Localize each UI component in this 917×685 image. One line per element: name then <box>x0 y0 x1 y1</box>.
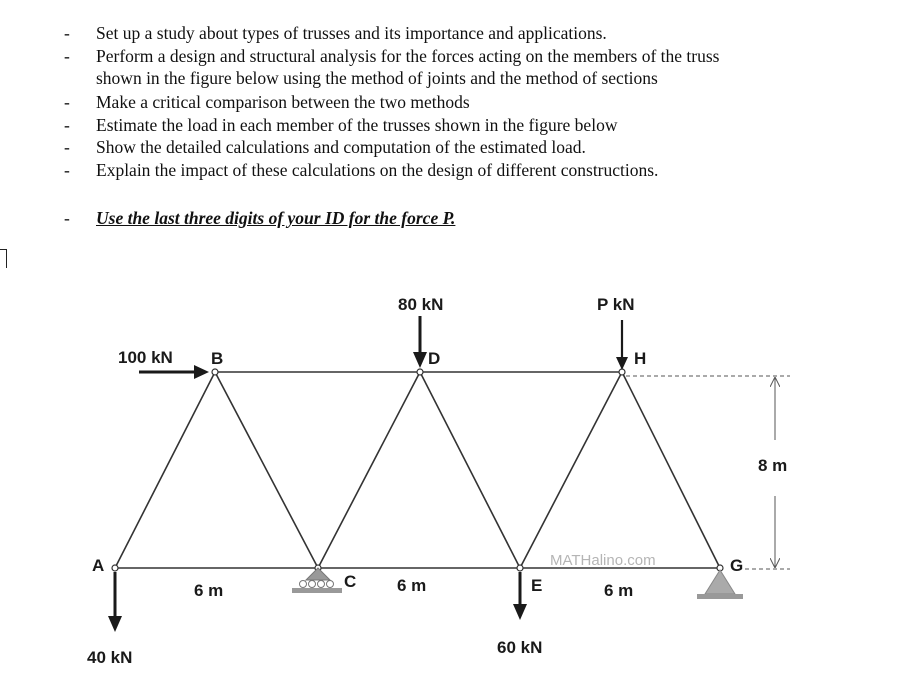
arrowhead-down <box>413 352 427 368</box>
bullet-dash: - <box>64 115 70 135</box>
arrowhead-down <box>513 604 527 620</box>
span-label-ac: 6 m <box>194 581 224 600</box>
joint-b <box>212 369 218 375</box>
joint-label-a: A <box>92 556 105 575</box>
member-eh <box>520 372 622 568</box>
bullet-dash: - <box>64 208 70 228</box>
load-label-60kn: 60 kN <box>497 638 543 657</box>
joint-d <box>417 369 423 375</box>
member-cd <box>318 372 420 568</box>
arrowhead-right <box>194 365 209 379</box>
truss-members <box>115 372 720 568</box>
joint-label-e: E <box>531 576 543 595</box>
member-ab <box>115 372 215 568</box>
load-arrows <box>108 316 628 632</box>
task-text: Explain the impact of these calculations on the design of different constructions. <box>96 160 659 180</box>
task-text: Perform a design and structural analysis for the forces acting on the members of the truss <box>96 46 720 66</box>
joint-label-b: B <box>211 349 224 368</box>
bullet-dash: - <box>64 92 70 112</box>
watermark: MATHalino.com <box>550 552 656 569</box>
joint-label-h: H <box>634 349 647 368</box>
force-p-note: Use the last three digits of your ID for the force P. <box>96 208 456 228</box>
joint-label-c: C <box>344 572 357 591</box>
roller-support-c <box>292 568 342 593</box>
joint-e <box>517 565 523 571</box>
span-label-eg: 6 m <box>604 581 634 600</box>
task-text: shown in the figure below using the method of joints and the method of sections <box>96 68 658 88</box>
task-text: Set up a study about types of trusses and its importance and applications. <box>96 23 607 43</box>
member-de <box>420 372 520 568</box>
bullet-dash: - <box>64 46 70 66</box>
joint-label-d: D <box>428 349 441 368</box>
span-label-ce: 6 m <box>397 576 427 595</box>
bullet-dash: - <box>64 23 70 43</box>
task-text: Show the detailed calculations and computation of the estimated load. <box>96 137 586 157</box>
load-label-40kn: 40 kN <box>87 648 133 667</box>
arrowhead-down <box>108 616 122 632</box>
load-label-p: P kN <box>597 295 635 314</box>
load-label-80kn: 80 kN <box>398 295 444 314</box>
bullet-dash: - <box>64 160 70 180</box>
member-hg <box>622 372 720 568</box>
joint-a <box>112 565 118 571</box>
truss-joints <box>112 369 723 571</box>
arrowhead-down <box>616 357 628 370</box>
load-label-100kn: 100 kN <box>118 348 173 367</box>
bullet-dash: - <box>64 137 70 157</box>
joint-label-g: G <box>730 556 744 575</box>
task-text: Estimate the load in each member of the trusses shown in the figure below <box>96 115 618 135</box>
task-text: Make a critical comparison between the two methods <box>96 92 470 112</box>
member-bc <box>215 372 318 568</box>
height-label: 8 m <box>758 456 788 475</box>
